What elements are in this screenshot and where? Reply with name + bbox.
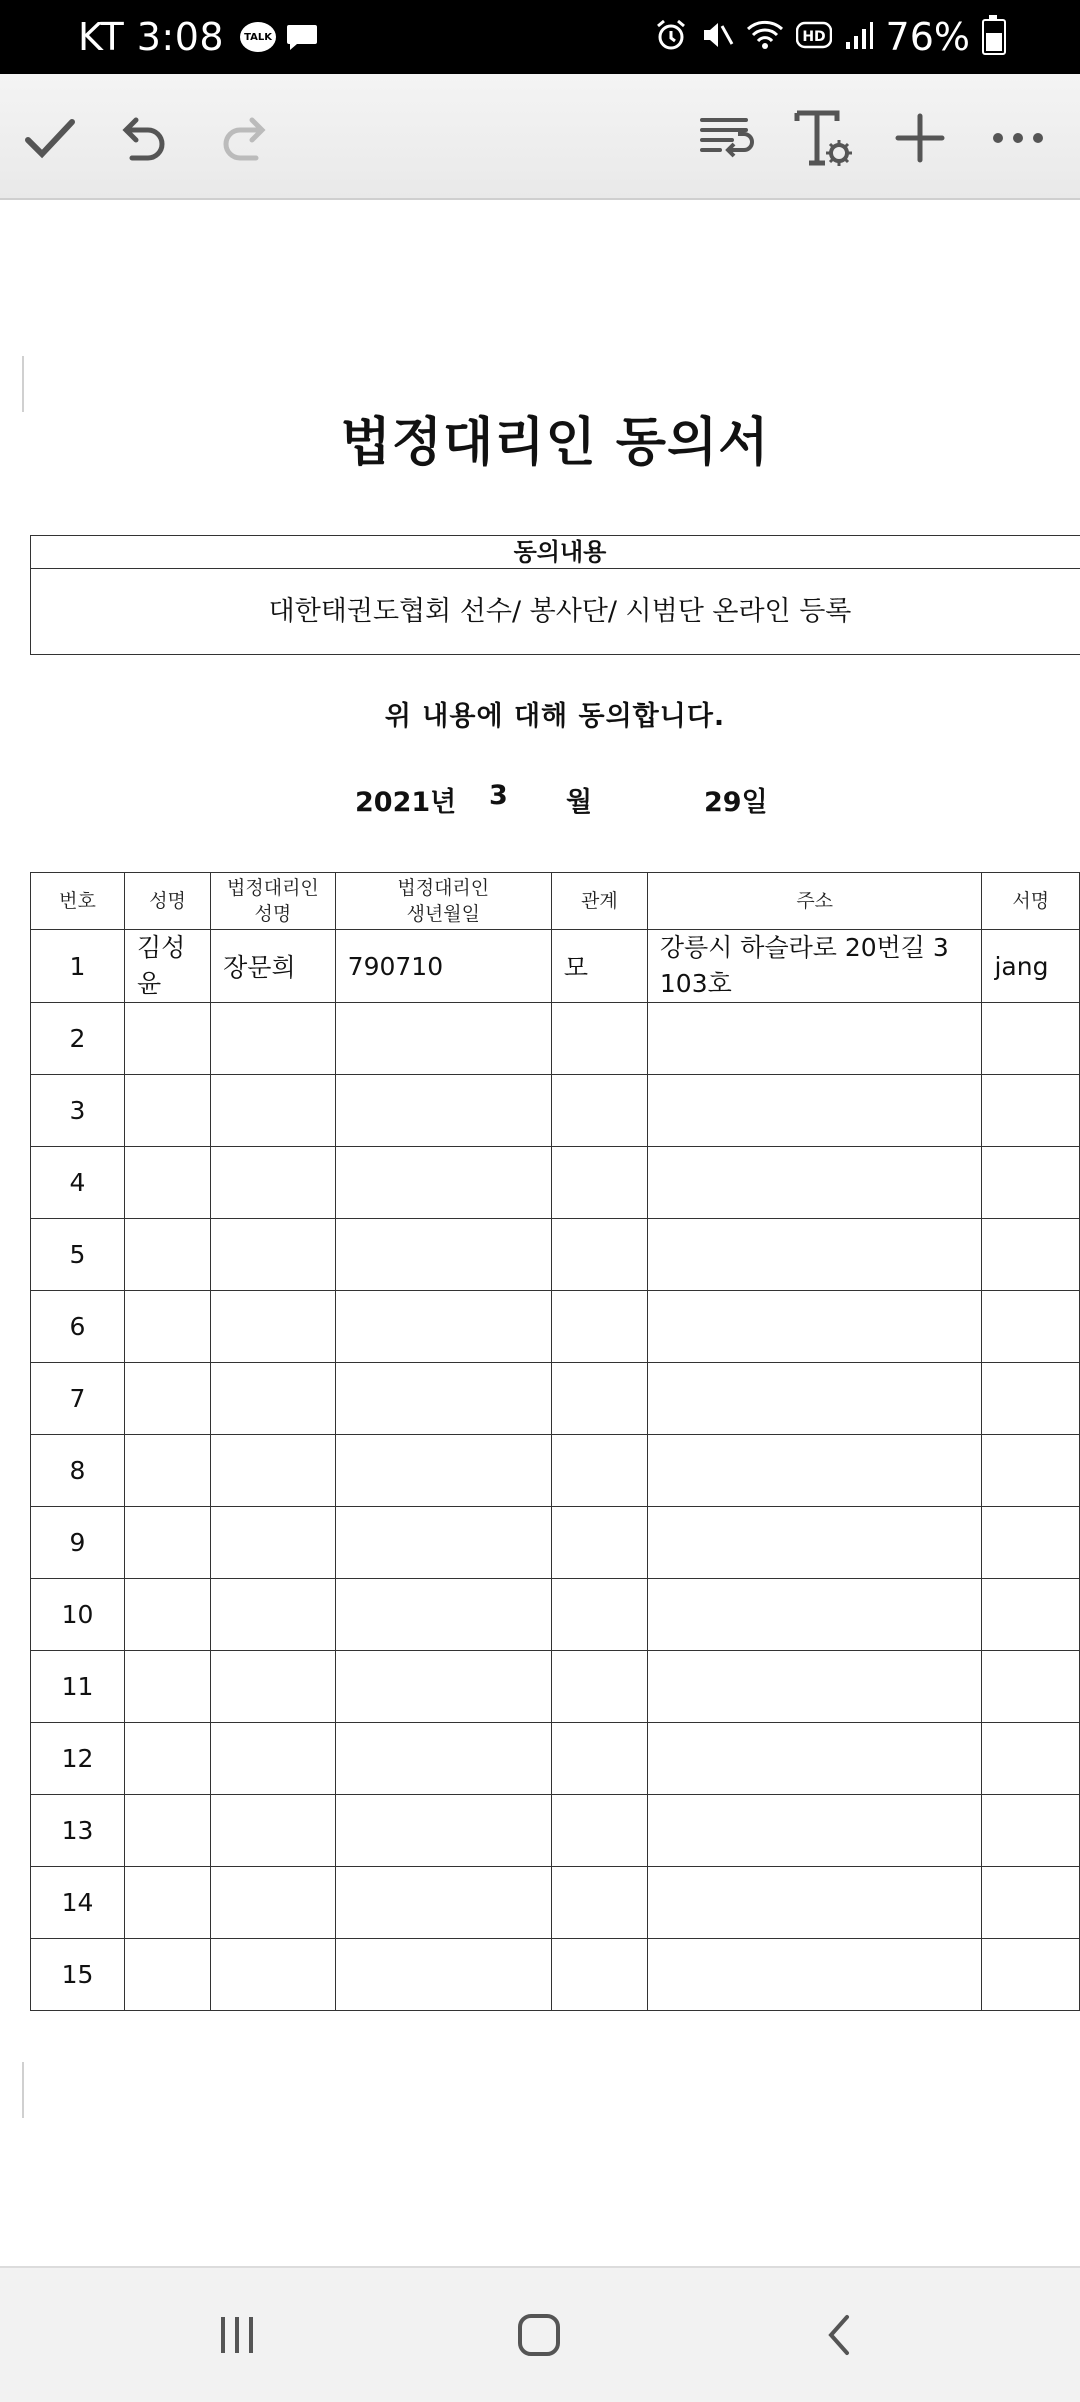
cell-guardian-name[interactable] [211,1435,336,1507]
talk-icon: TALK [240,22,276,52]
back-icon[interactable] [806,2304,876,2366]
cell-guardian-birth[interactable] [335,1795,551,1867]
cell-relation[interactable] [551,1291,647,1363]
hd-icon [796,21,832,53]
date-month-label: 월 [566,787,593,818]
cell-guardian-name[interactable] [211,1867,336,1939]
signal-icon [844,20,874,54]
cell-name[interactable] [124,1507,210,1579]
cell-guardian-birth[interactable] [335,1291,551,1363]
cell-name[interactable] [124,1147,210,1219]
battery-icon [982,19,1006,55]
cell-no[interactable]: 12 [31,1723,125,1795]
cell-guardian-name[interactable] [211,1075,336,1147]
cell-relation[interactable] [551,1003,647,1075]
home-icon[interactable] [504,2304,574,2366]
cell-signature[interactable] [982,1075,1080,1147]
table-row [31,1435,1080,1507]
header-guardian-name-line1: 법정대리인 [227,877,319,899]
consent-header: 동의내용 [31,536,1080,569]
cell-relation[interactable] [551,1219,647,1291]
cell-signature[interactable] [982,1435,1080,1507]
cell-name[interactable] [124,1651,210,1723]
cell-address[interactable] [647,1651,982,1723]
header-guardian-birth-line1: 법정대리인 [397,877,490,899]
cell-guardian-name[interactable] [211,1147,336,1219]
cell-relation[interactable] [551,1723,647,1795]
cell-relation[interactable] [551,1075,647,1147]
date-month-value: 3 [489,780,508,811]
cell-relation[interactable] [551,1795,647,1867]
cell-guardian-birth[interactable] [335,1723,551,1795]
cell-no[interactable]: 11 [31,1651,125,1723]
header-guardian-name [211,873,336,930]
cell-address[interactable] [647,1507,982,1579]
cell-name[interactable] [124,1075,210,1147]
table-row [31,1147,1080,1219]
table-row [31,1291,1080,1363]
cell-guardian-name[interactable] [211,1651,336,1723]
consent-box [30,535,1080,655]
table-row [31,1507,1080,1579]
cell-no[interactable]: 13 [31,1795,125,1867]
cell-address[interactable] [647,1291,982,1363]
cell-guardian-name[interactable] [211,1795,336,1867]
table-header-row [31,873,1080,930]
cell-guardian-name[interactable] [211,1723,336,1795]
cell-name[interactable] [124,1795,210,1867]
cell-guardian-birth[interactable]: 790710 [335,930,551,1003]
text-wrap-icon[interactable] [692,102,764,174]
table-row [31,1579,1080,1651]
cell-signature[interactable] [982,1507,1080,1579]
cell-guardian-name[interactable] [211,1363,336,1435]
status-left [78,14,318,60]
status-right [654,14,1006,60]
cell-name[interactable] [124,1867,210,1939]
cell-name[interactable] [124,1435,210,1507]
cell-no[interactable]: 4 [31,1147,125,1219]
header-guardian-birth-line2: 생년월일 [406,903,480,925]
cell-signature[interactable] [982,1147,1080,1219]
cell-guardian-name[interactable] [211,1579,336,1651]
cell-signature[interactable] [982,1363,1080,1435]
wifi-icon [746,19,784,55]
header-name: 성명 [124,873,210,930]
header-signature: 서명 [982,873,1080,930]
cell-address[interactable]: 강릉시 하슬라로 20번길 3 103호 [647,930,982,1003]
cell-address[interactable] [647,1075,982,1147]
mute-icon [700,18,734,56]
cell-relation[interactable] [551,1651,647,1723]
cell-no[interactable]: 10 [31,1579,125,1651]
cell-no[interactable]: 7 [31,1363,125,1435]
cell-guardian-birth[interactable] [335,1363,551,1435]
cell-address[interactable] [647,1867,982,1939]
cell-relation[interactable] [551,1939,647,2011]
cell-signature[interactable] [982,1651,1080,1723]
cell-guardian-birth[interactable] [335,1219,551,1291]
cell-guardian-name[interactable] [211,1291,336,1363]
cell-relation[interactable] [551,1867,647,1939]
cell-signature[interactable] [982,1579,1080,1651]
header-relation: 관계 [551,873,647,930]
cell-guardian-birth[interactable] [335,1939,551,2011]
cell-signature[interactable] [982,1939,1080,2011]
cell-guardian-birth[interactable] [335,1651,551,1723]
document-title: 법정대리인 동의서 [340,413,770,473]
cell-signature[interactable] [982,1219,1080,1291]
cell-relation[interactable] [551,1435,647,1507]
carrier-time: KT 3:08 [78,15,225,59]
cell-relation[interactable] [551,1579,647,1651]
table-row [31,1939,1080,2011]
cell-address[interactable] [647,1003,982,1075]
cell-guardian-birth[interactable] [335,1867,551,1939]
table-row [31,1651,1080,1723]
header-guardian-name-line2: 성명 [254,903,292,925]
table-row [31,1075,1080,1147]
cell-no[interactable]: 5 [31,1219,125,1291]
table-row [31,1867,1080,1939]
table-row [31,1219,1080,1291]
cell-signature[interactable] [982,1795,1080,1867]
battery-percent: 76% [885,15,970,59]
cell-no[interactable]: 15 [31,1939,125,2011]
cell-no[interactable]: 1 [31,930,125,1003]
message-icon [286,23,318,51]
cell-no[interactable]: 8 [31,1435,125,1507]
cell-address[interactable] [647,1723,982,1795]
cell-guardian-name[interactable] [211,1939,336,2011]
cell-name[interactable] [124,1363,210,1435]
cell-guardian-birth[interactable] [335,1075,551,1147]
navigation-bar [0,2266,1080,2402]
alarm-icon [654,18,688,56]
redo-icon[interactable] [206,102,278,174]
cell-guardian-birth[interactable] [335,1147,551,1219]
cell-address[interactable] [647,1219,982,1291]
cell-guardian-name[interactable] [211,1003,336,1075]
cell-no[interactable]: 3 [31,1075,125,1147]
add-icon[interactable] [884,102,956,174]
cell-guardian-birth[interactable] [335,1507,551,1579]
cell-name[interactable] [124,1939,210,2011]
cell-relation[interactable] [551,1147,647,1219]
cell-name[interactable]: 김성 윤 [124,930,210,1003]
page-margin-mark [0,2062,24,2118]
table-row [31,930,1080,1003]
date-day: 29일 [704,787,768,818]
text-format-icon[interactable] [788,102,860,174]
cell-no[interactable]: 9 [31,1507,125,1579]
table-row [31,1723,1080,1795]
cell-guardian-birth[interactable] [335,1579,551,1651]
cell-no[interactable]: 6 [31,1291,125,1363]
document-page[interactable] [0,200,1080,2266]
agree-statement: 위 내용에 대해 동의합니다. [384,701,726,732]
registration-table [30,872,1080,2011]
cell-address[interactable] [647,1579,982,1651]
check-icon[interactable] [14,102,86,174]
cell-guardian-birth[interactable] [335,1003,551,1075]
header-address: 주소 [647,873,982,930]
cell-signature[interactable] [982,1867,1080,1939]
cell-signature[interactable] [982,1003,1080,1075]
cell-signature[interactable] [982,1723,1080,1795]
cell-name[interactable] [124,1003,210,1075]
header-guardian-birth [335,873,551,930]
cell-name[interactable] [124,1723,210,1795]
cell-relation[interactable] [551,1507,647,1579]
undo-icon[interactable] [110,102,182,174]
cell-no[interactable]: 2 [31,1003,125,1075]
cell-guardian-name[interactable] [211,1219,336,1291]
cell-relation[interactable] [551,1363,647,1435]
more-icon[interactable] [982,102,1054,174]
table-row [31,1795,1080,1867]
cell-address[interactable] [647,1147,982,1219]
cell-name[interactable] [124,1219,210,1291]
cell-address[interactable] [647,1363,982,1435]
svg-text:HD: HD [801,29,826,45]
cell-guardian-name[interactable] [211,1507,336,1579]
cell-relation[interactable]: 모 [551,930,647,1003]
recent-apps-icon[interactable] [202,2304,272,2366]
cell-signature[interactable]: jang [982,930,1080,1003]
date-year: 2021년 [355,787,457,818]
cell-address[interactable] [647,1939,982,2011]
header-no: 번호 [31,873,125,930]
status-bar [0,0,1080,74]
cell-guardian-birth[interactable] [335,1435,551,1507]
table-row [31,1363,1080,1435]
cell-signature[interactable] [982,1291,1080,1363]
cell-name[interactable] [124,1579,210,1651]
cell-guardian-name[interactable]: 장문희 [211,930,336,1003]
cell-address[interactable] [647,1435,982,1507]
cell-no[interactable]: 14 [31,1867,125,1939]
consent-content: 대한태권도협회 선수/ 봉사단/ 시범단 온라인 등록 [268,596,852,627]
table-row [31,1003,1080,1075]
editor-toolbar [0,74,1080,200]
cell-name[interactable] [124,1291,210,1363]
cell-address[interactable] [647,1795,982,1867]
